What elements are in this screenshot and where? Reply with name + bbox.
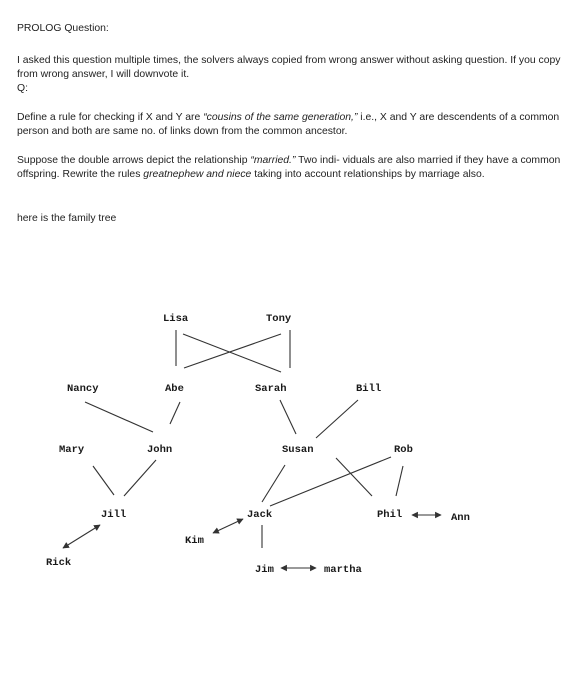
question-heading: PROLOG Question:	[17, 23, 109, 34]
tree-intro: here is the family tree	[17, 213, 117, 224]
intro-paragraph: I asked this question multiple times, the solvers always copied from wrong answer without asking question. If you copy from wrong answer, I will downvote it.	[17, 55, 561, 80]
node-abe: Abe	[165, 383, 184, 395]
node-martha: martha	[324, 564, 362, 576]
node-mary: Mary	[59, 444, 85, 456]
node-john: John	[147, 444, 173, 456]
node-jim: Jim	[255, 564, 274, 576]
node-rob: Rob	[394, 444, 413, 456]
node-kim: Kim	[185, 535, 204, 547]
edge-rob-jack	[270, 457, 391, 506]
edge-abe-john	[170, 402, 180, 424]
node-susan: Susan	[282, 444, 314, 456]
node-bill: Bill	[356, 383, 382, 395]
edge-susan-jack	[262, 465, 285, 502]
q-label: Q:	[17, 83, 28, 94]
node-sarah: Sarah	[255, 383, 287, 395]
node-jack: Jack	[247, 509, 273, 521]
marriage-jill-rick	[63, 525, 100, 548]
node-rick: Rick	[46, 557, 72, 569]
node-nancy: Nancy	[67, 383, 99, 395]
edge-mary-jill	[93, 466, 114, 495]
edge-nancy-john	[85, 402, 153, 432]
edge-tony-abe	[184, 334, 281, 368]
edge-sarah-susan	[280, 400, 296, 434]
node-ann: Ann	[451, 512, 470, 524]
definition-paragraph: Define a rule for checking if X and Y are “cousins of the same generation,” i.e., X and Y are descendents of a common person and both are same no. of links down from the common ancestor.	[17, 112, 560, 137]
node-tony: Tony	[266, 313, 292, 325]
marriage-jack-kim	[213, 519, 243, 533]
marriage-paragraph: Suppose the double arrows depict the relationship “married.” Two indi- viduals are also married if they have a common offspring. Rewrite the rules greatnephew and niece taking into account relationships by marriage also.	[17, 155, 561, 180]
node-phil: Phil	[377, 509, 403, 521]
node-jill: Jill	[101, 509, 127, 521]
edge-bill-susan	[316, 400, 358, 438]
edge-john-jill	[124, 460, 156, 496]
node-lisa: Lisa	[163, 313, 189, 325]
edge-rob-phil	[396, 466, 403, 496]
